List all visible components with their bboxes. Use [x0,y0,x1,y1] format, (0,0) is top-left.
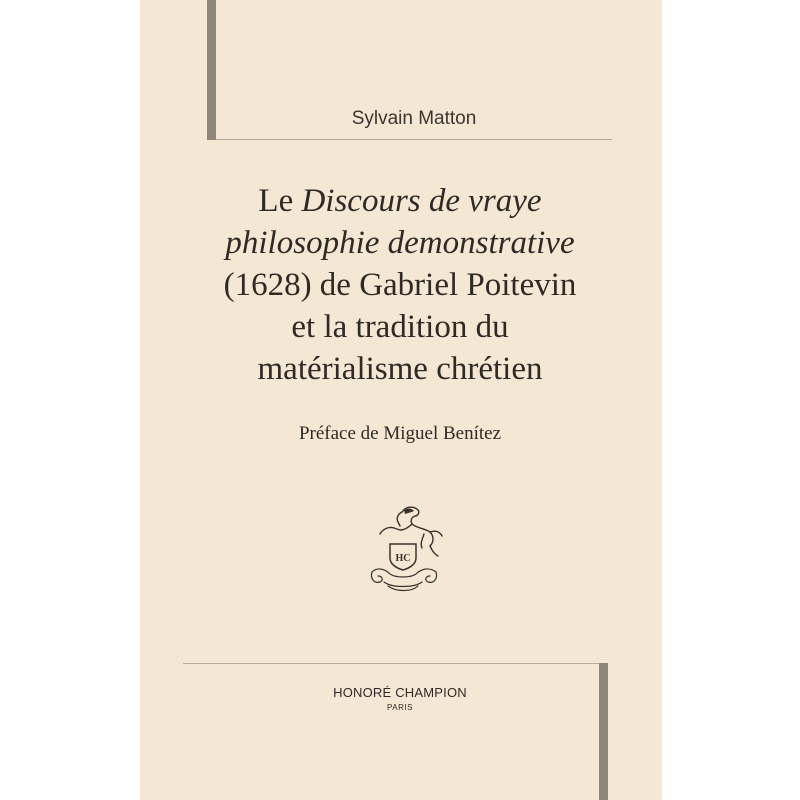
publisher-city: PARIS [387,703,413,712]
book-title [160,180,640,390]
title-line-4: et la tradition du [291,309,509,345]
preface-credit: Préface de Miguel Benítez [298,423,502,444]
publisher-name: HONORÉ CHAMPION [333,685,467,700]
title-line-1: Le Discours de vraye [258,183,542,219]
title-line-5: matérialisme chrétien [257,351,543,387]
publisher-emblem-icon [360,500,450,600]
author-name: Sylvain Matton [351,108,477,129]
title-line-2: philosophie demonstrative [225,225,575,261]
top-rule [216,139,612,140]
bottom-rule [183,663,599,664]
title-line-3: (1628) de Gabriel Poitevin [223,267,577,303]
emblem-monogram: HC [395,553,411,564]
bottom-accent-bar [599,663,608,800]
top-accent-bar [207,0,216,140]
